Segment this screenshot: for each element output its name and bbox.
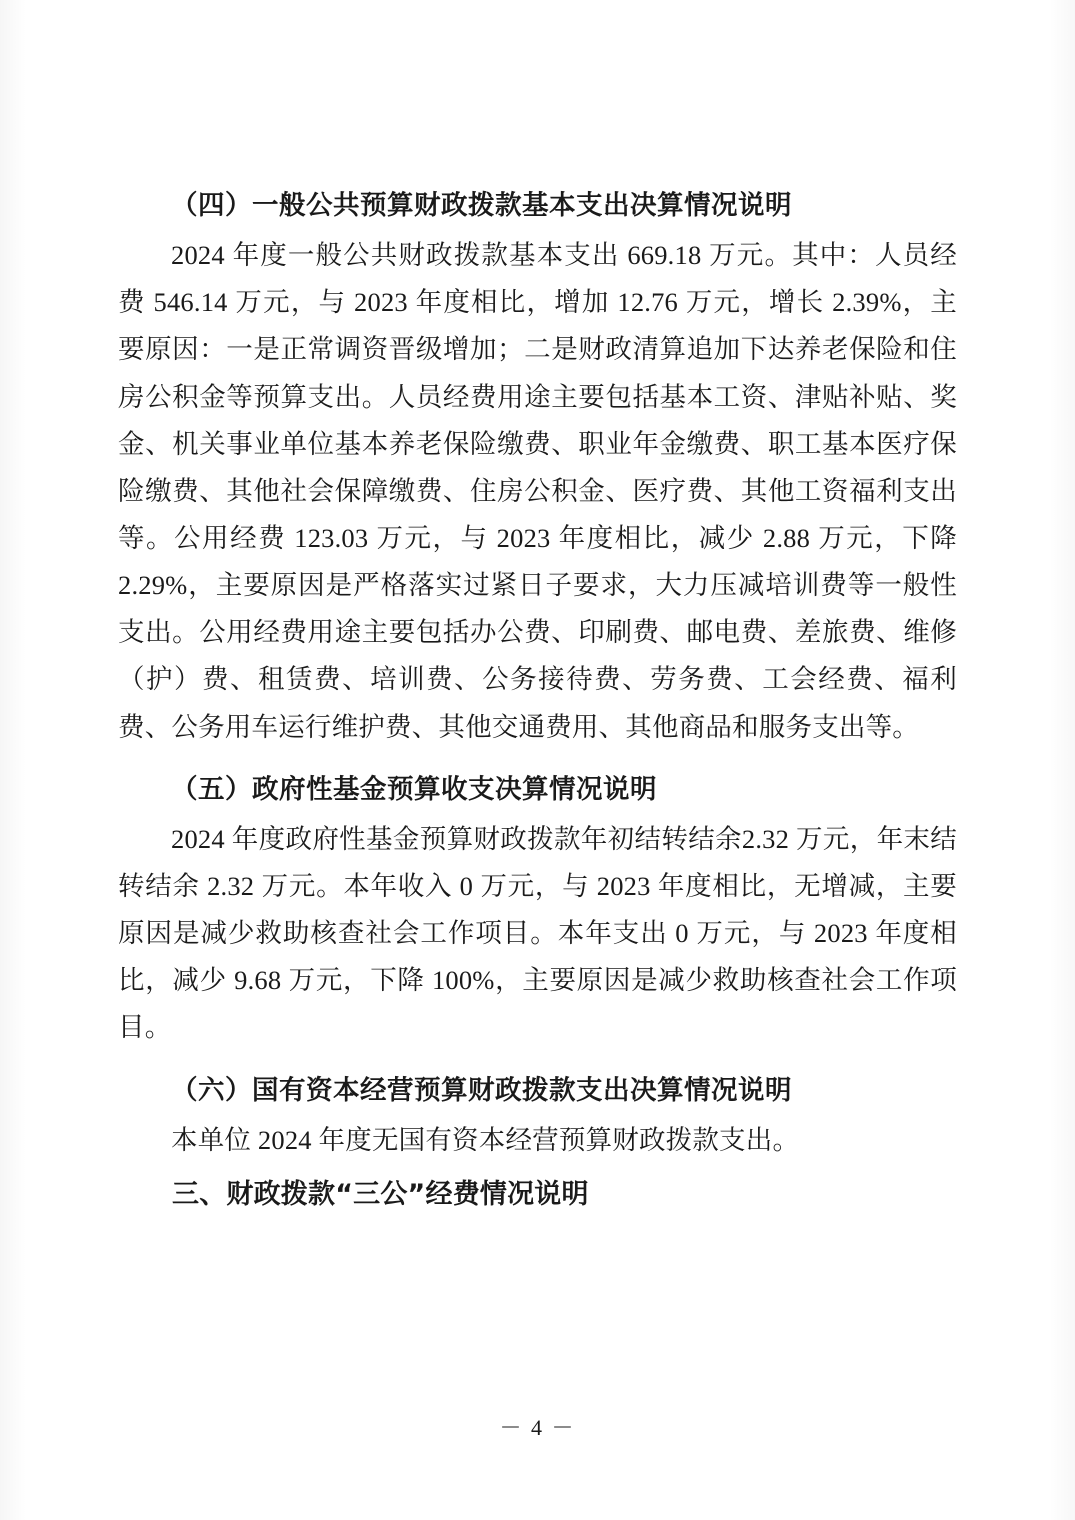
section-heading-six: （六）国有资本经营预算财政拨款支出决算情况说明 bbox=[171, 1074, 792, 1105]
section-five-paragraph-1: 2024 年度政府性基金预算财政拨款年初结转结余2.32 万元，年末结转结余 2.32 万元。本年收入 0 万元，与 2023 年度相比，无增减，主要原因是减少救助核查社会工作项目。本年支出 0 万元，与 2023 年度相比，减少 9.68 万元，下降 100%，主要原因是减少救助核查社会工作项目。 bbox=[118, 823, 957, 1043]
page-number: － 4 － bbox=[499, 1415, 576, 1440]
spacer bbox=[118, 1056, 957, 1070]
page-edge-shadow-right bbox=[1049, 0, 1075, 1520]
section-six-paragraph-1: 本单位 2024 年度无国有资本经营预算财政拨款支出。 bbox=[171, 1124, 800, 1155]
spacer bbox=[118, 755, 957, 769]
section-heading-three-main: 三、财政拨款“三公”经费情况说明 bbox=[172, 1178, 589, 1210]
page-edge-shadow-left bbox=[0, 0, 26, 1520]
document-body bbox=[118, 185, 957, 1216]
section-heading-four: （四）一般公共预算财政拨款基本支出决算情况说明 bbox=[171, 190, 792, 220]
section-four-paragraph-1: 2024 年度一般公共财政拨款基本支出 669.18 万元。其中：人员经费 546.14 万元，与 2023 年度相比，增加 12.76 万元，增长 2.39%，主要原因：一是正常调资晋级增加；二是财政清算追加下达养老保险和住房公积金等预算支出。人员经费用途主要包括基本工资、津贴补贴、奖金、机关事业单位基本养老保险缴费、职业年金缴费、职工基本医疗保险缴费、其他社会保障缴费、住房公积金、医疗费、其他工资福利支出等。公用经费 123.03 万元，与 2023 年度相比，减少 2.88 万元，下降 2.29%，主要原因是严格落实过紧日子要求，大力压减培训费等一般性支出。公用经费用途主要包括办公费、印刷费、邮电费、差旅费、维修（护）费、租赁费、培训费、公务接待费、劳务费、工会经费、福利费、公务用车运行维护费、其他交通费用、其他商品和服务支出等。 bbox=[118, 240, 957, 742]
spacer bbox=[118, 1166, 957, 1174]
section-heading-five: （五）政府性基金预算收支决算情况说明 bbox=[171, 773, 657, 804]
